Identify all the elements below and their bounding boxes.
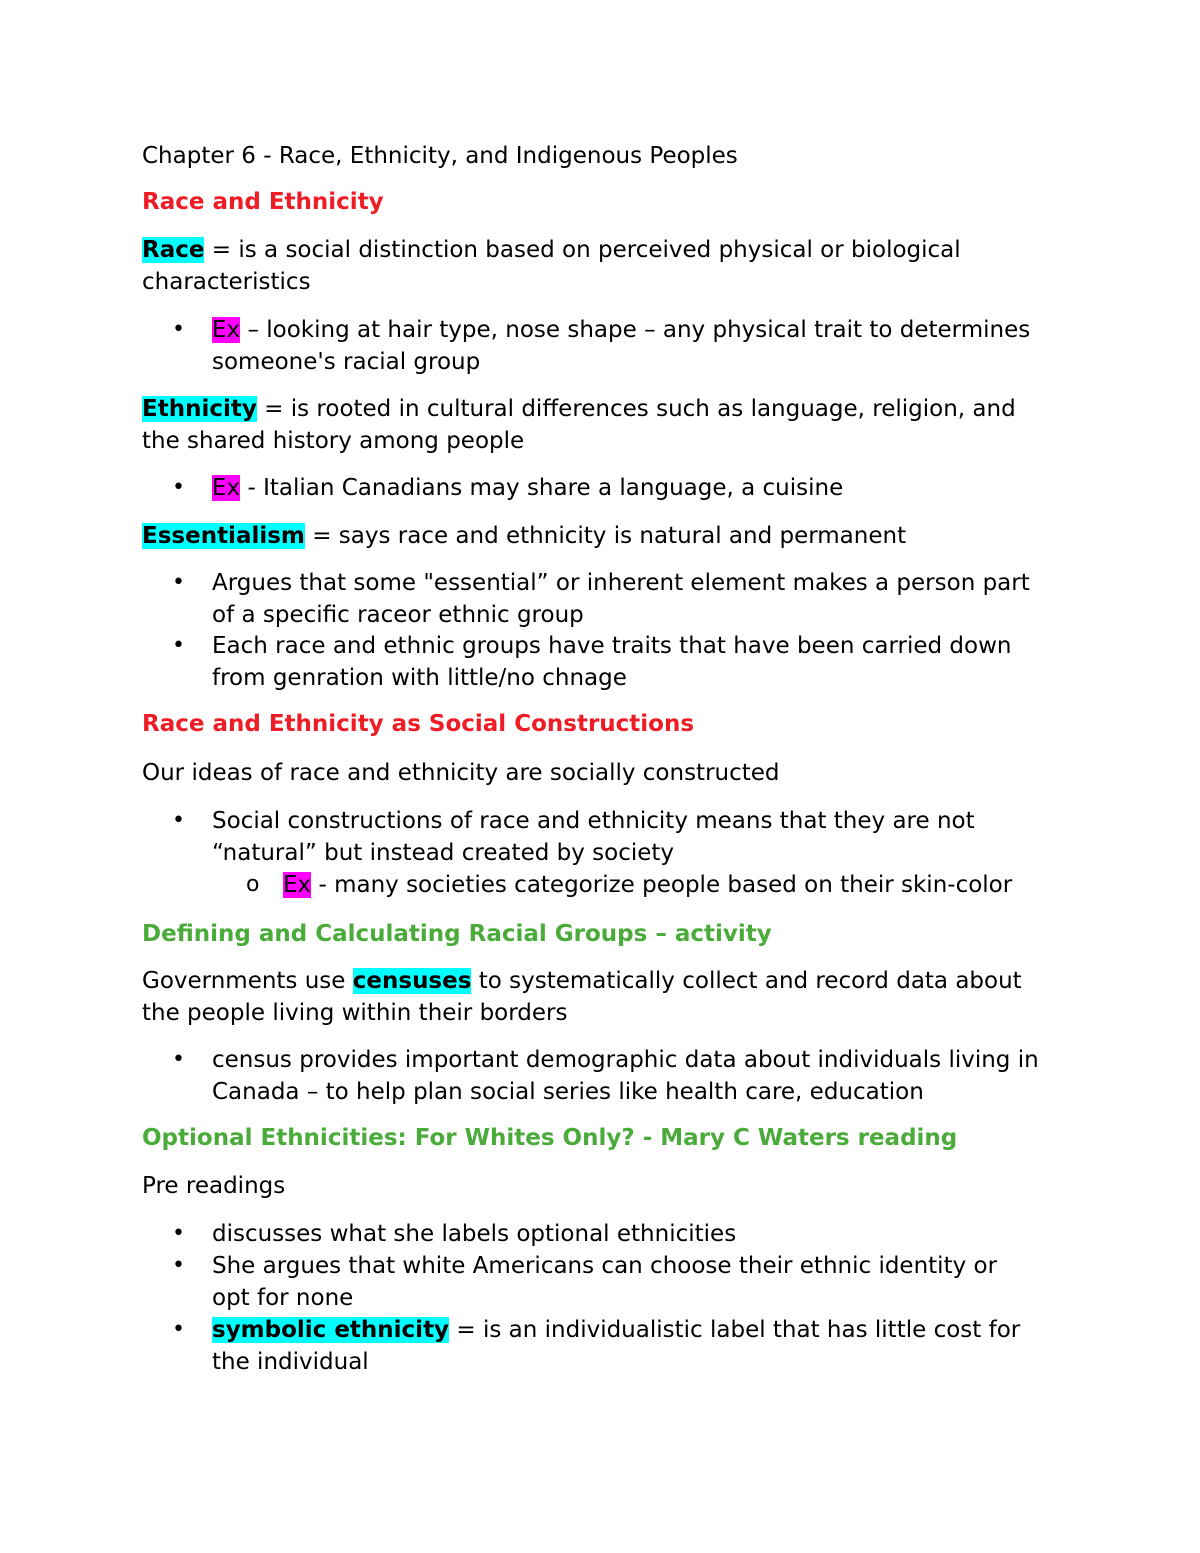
paragraph — [142, 965, 1072, 997]
ex-tag: Ex — [212, 317, 241, 343]
bullet-icon: • — [172, 1221, 185, 1246]
paragraph: Pre readings — [142, 1173, 286, 1199]
section-heading-race-ethnicity: Race and Ethnicity — [142, 189, 384, 215]
term-race: Race — [142, 237, 205, 263]
section-heading-social-constructions: Race and Ethnicity as Social Constructions — [142, 711, 695, 737]
paragraph: Our ideas of race and ethnicity are socially constructed — [142, 760, 780, 786]
race-definition-cont: characteristics — [142, 269, 311, 295]
ethnicity-example — [212, 472, 843, 504]
list-item-cont: the individual — [212, 1349, 369, 1375]
list-item: Argues that some "essential” or inherent element makes a person part — [212, 570, 1030, 596]
term-ethnicity: Ethnicity — [142, 396, 257, 422]
race-def-text: = is a social distinction based on perceived physical or biological — [204, 237, 961, 263]
term-symbolic-ethnicity: symbolic ethnicity — [212, 1317, 450, 1343]
section-heading-racial-groups: Defining and Calculating Racial Groups – activity — [142, 921, 772, 947]
list-item: She argues that white Americans can choose their ethnic identity or — [212, 1253, 998, 1279]
bullet-icon: • — [172, 1047, 185, 1072]
bullet-icon: • — [172, 475, 185, 500]
list-item-cont: opt for none — [212, 1285, 354, 1311]
term-censuses: censuses — [352, 968, 472, 994]
ethnicity-def-text: = is rooted in cultural differences such as language, religion, and — [256, 396, 1016, 422]
term-essentialism: Essentialism — [142, 523, 305, 549]
list-item-cont: from genration with little/no chnage — [212, 665, 627, 691]
list-item: Each race and ethnic groups have traits that have been carried down — [212, 633, 1012, 659]
list-item: Social constructions of race and ethnicity means that they are not — [212, 808, 975, 834]
ethnicity-definition — [142, 393, 1072, 425]
bullet-icon: • — [172, 1317, 185, 1342]
list-item — [212, 1314, 1020, 1346]
sub-list-text: - many societies categorize people based on their skin-color — [311, 872, 1013, 898]
list-item-cont: Canada – to help plan social series like health care, education — [212, 1079, 924, 1105]
race-definition — [142, 234, 1072, 266]
paragraph-text: Governments use — [142, 968, 353, 994]
bullet-icon: • — [172, 1253, 185, 1278]
list-item-text: = is an individualistic label that has little cost for — [449, 1317, 1021, 1343]
bullet-icon: • — [172, 808, 185, 833]
ex-tag: Ex — [283, 872, 312, 898]
sub-list-item — [283, 869, 1012, 901]
paragraph-text: to systematically collect and record data about — [471, 968, 1022, 994]
bullet-icon: • — [172, 317, 185, 342]
list-item: discusses what she labels optional ethnicities — [212, 1221, 737, 1247]
ethnicity-example-text: - Italian Canadians may share a language, a cuisine — [240, 475, 844, 501]
section-heading-optional-ethnicities: Optional Ethnicities: For Whites Only? - Mary C Waters reading — [142, 1125, 958, 1151]
bullet-icon: • — [172, 633, 185, 658]
list-item-cont: of a specific raceor ethnic group — [212, 602, 584, 628]
race-example-text: – looking at hair type, nose shape – any physical trait to determines — [240, 317, 1031, 343]
essentialism-def-text: = says race and ethnicity is natural and permanent — [304, 523, 907, 549]
sub-bullet-icon: o — [246, 872, 260, 897]
document-title: Chapter 6 - Race, Ethnicity, and Indigenous Peoples — [142, 143, 738, 169]
list-item-cont: “natural” but instead created by society — [212, 840, 675, 866]
bullet-icon: • — [172, 570, 185, 595]
ex-tag: Ex — [212, 475, 241, 501]
race-example — [212, 314, 1030, 346]
essentialism-definition — [142, 520, 1072, 552]
list-item: census provides important demographic data about individuals living in — [212, 1047, 1039, 1073]
paragraph-cont: the people living within their borders — [142, 1000, 568, 1026]
ethnicity-definition-cont: the shared history among people — [142, 428, 525, 454]
race-example-cont: someone's racial group — [212, 349, 481, 375]
